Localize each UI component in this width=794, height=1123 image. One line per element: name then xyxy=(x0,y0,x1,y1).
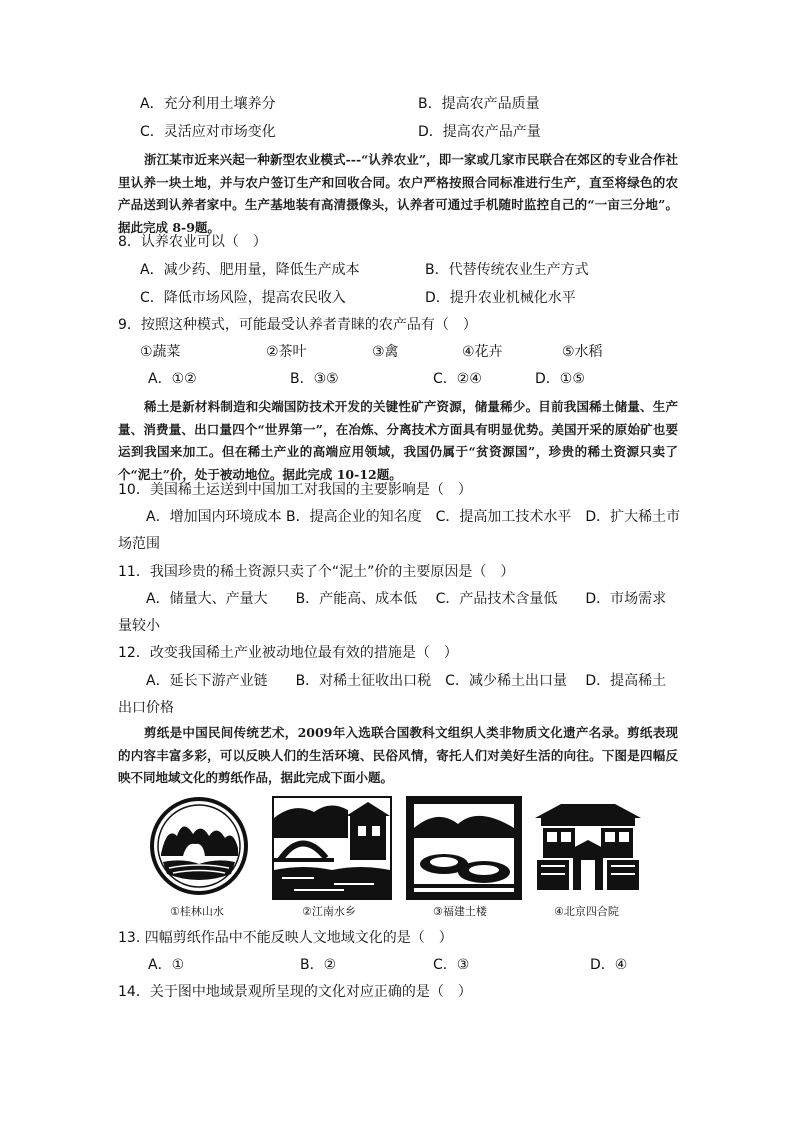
guilin-papercut-image xyxy=(143,796,255,896)
q14-stem: 14．关于图中地域景观所呈现的文化对应正确的是（ ） xyxy=(118,984,472,1000)
caption-guilin: ①桂林山水 xyxy=(170,905,224,918)
passage-rent-farming-text: 浙江某市近来兴起一种新型农业模式---“认养农业”，即一家或几家市民联合在郊区的专业合作社里认养一块土地，并与农户签订生产和回收合同。农户严格按照合同标准进行生产，直至将绿色的农产品送到认养者家中。生产基地装有高清摄像头，认养者可通过手机随时监控自己的“一亩三分地”。据此完成 8-9题。 xyxy=(118,152,678,235)
q8-option-c: C．降低市场风险，提高农民收入 xyxy=(140,290,346,306)
q13-option-a: A．① xyxy=(148,957,185,973)
caption-beijing: ④北京四合院 xyxy=(554,905,619,918)
q9-item-3: ③禽 xyxy=(372,344,399,360)
q7-option-d: D．提高农产品产量 xyxy=(418,124,541,140)
passage-paper-cutting-text: 剪纸是中国民间传统艺术，2009年入选联合国教科文组织人类非物质文化遗产名录。剪纸表现的内容丰富多彩，可以反映人们的生活环境、民俗风情，寄托人们对美好生活的向往。下图是四幅反映不同地域文化的剪纸作品，据此完成下面小题。 xyxy=(118,725,678,785)
q7-option-a: A．充分利用土壤养分 xyxy=(140,96,276,112)
q9-option-b: B．③⑤ xyxy=(290,371,339,387)
q9-option-c: C．②④ xyxy=(433,371,482,387)
q8-stem: 8．认养农业可以（ ） xyxy=(118,234,267,250)
q7-option-c: C．灵活应对市场变化 xyxy=(140,124,276,140)
q13-option-d: D．④ xyxy=(590,957,628,973)
beijing-papercut-image xyxy=(533,796,643,896)
q10-options-line1: A．增加国内环境成本 B．提高企业的知名度 C．提高加工技术水平 D．扩大稀土市 xyxy=(146,509,681,525)
q7-option-b: B．提高农产品质量 xyxy=(418,96,540,112)
caption-fujian: ③福建土楼 xyxy=(433,905,487,918)
fujian-papercut-image xyxy=(406,796,522,900)
q12-stem: 12．改变我国稀土产业被动地位最有效的措施是（ ） xyxy=(118,645,458,661)
passage-rare-earth xyxy=(118,396,678,486)
q9-item-2: ②茶叶 xyxy=(266,344,307,360)
q9-option-d: D．①⑤ xyxy=(535,371,585,387)
q10-stem: 10．美国稀土运送到中国加工对我国的主要影响是（ ） xyxy=(118,482,472,498)
q9-item-5: ⑤水稻 xyxy=(562,344,603,360)
q13-option-c: C．③ xyxy=(433,957,470,973)
q12-options-line2: 出口价格 xyxy=(118,700,174,716)
q8-option-d: D．提升农业机械化水平 xyxy=(425,290,576,306)
q9-item-1: ①蔬菜 xyxy=(140,344,181,360)
caption-jiangnan: ②江南水乡 xyxy=(302,905,356,918)
q8-option-b: B．代替传统农业生产方式 xyxy=(425,262,589,278)
q9-item-4: ④花卉 xyxy=(462,344,503,360)
jiangnan-papercut-image xyxy=(272,796,392,900)
passage-paper-cutting xyxy=(118,722,678,790)
passage-rent-farming xyxy=(118,149,678,239)
q12-options-line1: A．延长下游产业链 B．对稀土征收出口税 C．减少稀土出口量 D．提高稀土 xyxy=(146,673,667,689)
q8-option-a: A．减少药、肥用量，降低生产成本 xyxy=(140,262,360,278)
q11-options-line1: A．储量大、产量大 B．产能高、成本低 C．产品技术含量低 D．市场需求 xyxy=(146,591,667,607)
q13-stem: 13. 四幅剪纸作品中不能反映人文地域文化的是（ ） xyxy=(118,930,453,946)
q9-stem: 9．按照这种模式，可能最受认养者青睐的农产品有（ ） xyxy=(118,317,477,333)
q11-stem: 11．我国珍贵的稀土资源只卖了个“泥土”价的主要原因是（ ） xyxy=(118,564,515,580)
q9-option-a: A．①② xyxy=(148,371,197,387)
passage-rare-earth-text: 稀土是新材料制造和尖端国防技术开发的关键性矿产资源，储量稀少。目前我国稀土储量、生产量、消费量、出口量四个“世界第一”，在冶炼、分离技术方面具有明显优势。美国开采的原始矿也要运到我国来加工。但在稀土产业的高端应用领域，我国仍属于“贫资源国”，珍贵的稀土资源只卖了个“泥土”价，处于被动地位。据此完成 10-12题。 xyxy=(118,399,678,482)
q11-options-line2: 量较小 xyxy=(118,618,160,634)
q10-options-line2: 场范围 xyxy=(118,536,160,552)
q13-option-b: B．② xyxy=(300,957,337,973)
